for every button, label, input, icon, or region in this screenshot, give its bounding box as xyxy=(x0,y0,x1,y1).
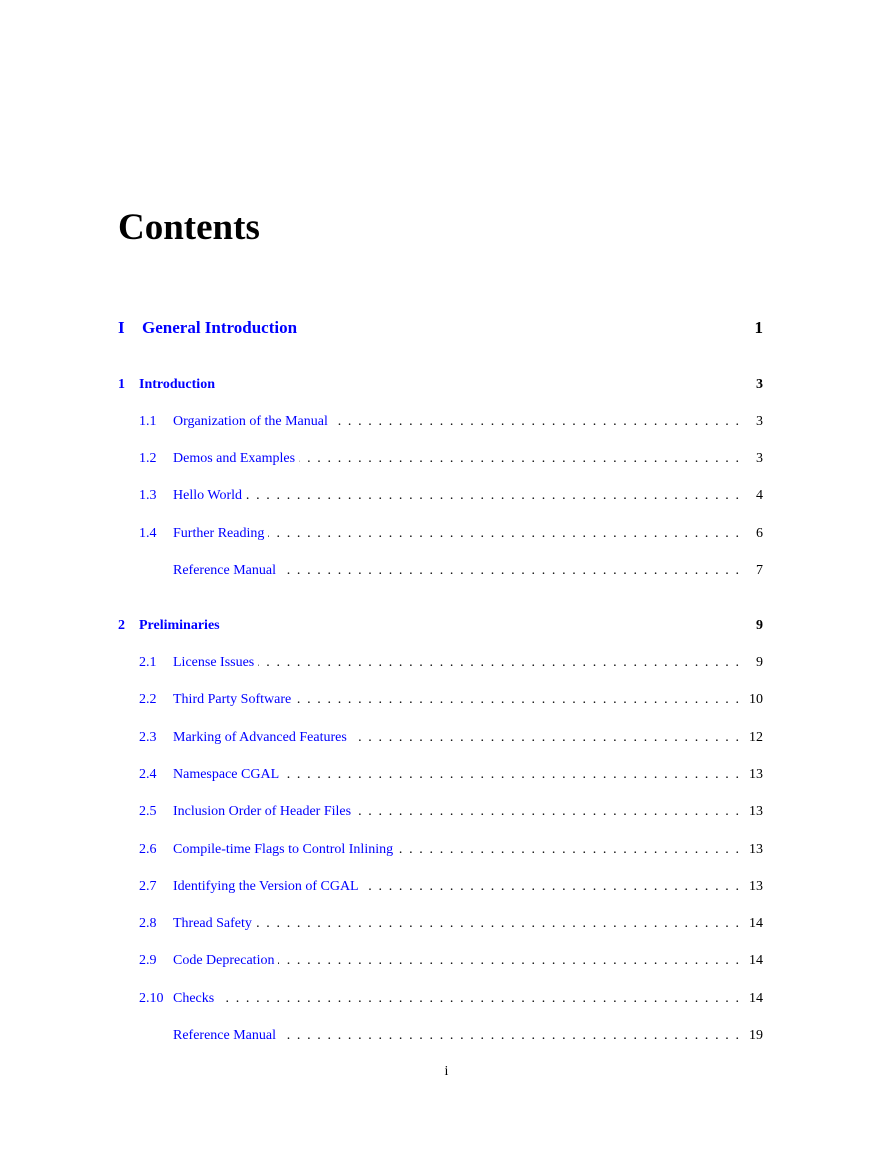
section-page-number: 13 xyxy=(749,767,763,782)
section-page-number: 14 xyxy=(749,991,763,1006)
toc-section-entry[interactable] xyxy=(139,730,763,750)
section-title-link[interactable]: Demos and Examples xyxy=(173,451,296,466)
section-page-number: 9 xyxy=(756,655,763,670)
section-number: 2.6 xyxy=(139,842,157,857)
section-number: 2.2 xyxy=(139,692,157,707)
section-title-link[interactable]: Hello World xyxy=(173,488,242,503)
section-title-link[interactable]: Reference Manual xyxy=(173,563,276,578)
toc-section-entry[interactable] xyxy=(139,451,763,471)
chapter-page-number: 9 xyxy=(756,618,763,633)
section-number: 2.7 xyxy=(139,879,157,894)
dot-leader xyxy=(397,842,739,858)
section-page-number: 13 xyxy=(749,842,763,857)
section-page-number: 14 xyxy=(749,953,763,968)
dot-leader xyxy=(351,730,739,746)
part-title-link[interactable]: General Introduction xyxy=(142,318,298,337)
section-page-number: 14 xyxy=(749,916,763,931)
toc-section-entry[interactable] xyxy=(139,767,763,787)
toc-section-entry[interactable] xyxy=(139,563,763,583)
section-title-link[interactable]: Namespace CGAL xyxy=(173,767,280,782)
section-title-link[interactable]: Reference Manual xyxy=(173,1028,276,1043)
chapter-page-number: 3 xyxy=(756,377,763,392)
section-page-number: 12 xyxy=(749,730,763,745)
section-page-number: 3 xyxy=(756,414,763,429)
section-number: 1.3 xyxy=(139,488,157,503)
page-number-footer: i xyxy=(444,1064,449,1079)
dot-leader xyxy=(278,953,739,969)
toc-section-entry[interactable] xyxy=(139,804,763,824)
section-title-link[interactable]: Thread Safety xyxy=(173,916,252,931)
dot-leader xyxy=(299,451,739,467)
toc-section-entry[interactable] xyxy=(139,916,763,936)
dot-leader xyxy=(355,804,739,820)
dot-leader xyxy=(218,991,739,1007)
page-title: Contents xyxy=(118,207,260,248)
toc-section-entry[interactable] xyxy=(139,526,763,546)
part-number: I xyxy=(118,318,125,337)
toc-section-entry[interactable] xyxy=(139,991,763,1011)
chapter-title-link[interactable]: Preliminaries xyxy=(139,618,220,633)
toc-part-entry[interactable] xyxy=(118,318,763,342)
section-title-link[interactable]: Marking of Advanced Features xyxy=(173,730,347,745)
section-title-link[interactable]: Code Deprecation xyxy=(173,953,275,968)
section-page-number: 7 xyxy=(756,563,763,578)
section-number: 2.5 xyxy=(139,804,157,819)
section-title-link[interactable]: Further Reading xyxy=(173,526,265,541)
section-page-number: 13 xyxy=(749,879,763,894)
toc-section-entry[interactable] xyxy=(139,953,763,973)
section-number: 2.3 xyxy=(139,730,157,745)
section-title-link[interactable]: License Issues xyxy=(173,655,255,670)
dot-leader xyxy=(332,414,739,430)
dot-leader xyxy=(246,488,739,504)
toc-section-entry[interactable] xyxy=(139,414,763,434)
section-title-link[interactable]: Inclusion Order of Header Files xyxy=(173,804,352,819)
chapter-number: 2 xyxy=(118,618,125,633)
toc-chapter-entry[interactable] xyxy=(118,618,763,638)
section-number: 2.9 xyxy=(139,953,157,968)
chapter-title-link[interactable]: Introduction xyxy=(139,377,215,392)
section-page-number: 13 xyxy=(749,804,763,819)
section-page-number: 6 xyxy=(756,526,763,541)
section-page-number: 19 xyxy=(749,1028,763,1043)
toc-section-entry[interactable] xyxy=(139,842,763,862)
section-page-number: 4 xyxy=(756,488,763,503)
toc-section-entry[interactable] xyxy=(139,655,763,675)
section-page-number: 3 xyxy=(756,451,763,466)
section-number: 2.4 xyxy=(139,767,157,782)
part-page-number: 1 xyxy=(754,318,763,337)
section-number: 2.10 xyxy=(139,991,164,1006)
dot-leader xyxy=(256,916,739,932)
toc-chapter-entry[interactable] xyxy=(118,377,763,397)
toc-section-entry[interactable] xyxy=(139,692,763,712)
section-number: 1.1 xyxy=(139,414,157,429)
dot-leader xyxy=(363,879,739,895)
section-title-link[interactable]: Organization of the Manual xyxy=(173,414,328,429)
section-page-number: 10 xyxy=(749,692,763,707)
section-title-link[interactable]: Compile-time Flags to Control Inlining xyxy=(173,842,394,857)
toc-section-entry[interactable] xyxy=(139,1028,763,1048)
dot-leader xyxy=(280,1028,739,1044)
toc-section-entry[interactable] xyxy=(139,488,763,508)
dot-leader xyxy=(268,526,739,542)
section-number: 1.2 xyxy=(139,451,157,466)
section-number: 1.4 xyxy=(139,526,157,541)
dot-leader xyxy=(280,563,739,579)
section-title-link[interactable]: Checks xyxy=(173,991,215,1006)
dot-leader xyxy=(258,655,739,671)
section-title-link[interactable]: Third Party Software xyxy=(173,692,292,707)
toc-section-entry[interactable] xyxy=(139,879,763,899)
dot-leader xyxy=(283,767,739,783)
chapter-number: 1 xyxy=(118,377,125,392)
section-title-link[interactable]: Identifying the Version of CGAL xyxy=(173,879,359,894)
dot-leader xyxy=(295,692,739,708)
section-number: 2.1 xyxy=(139,655,157,670)
section-number: 2.8 xyxy=(139,916,157,931)
